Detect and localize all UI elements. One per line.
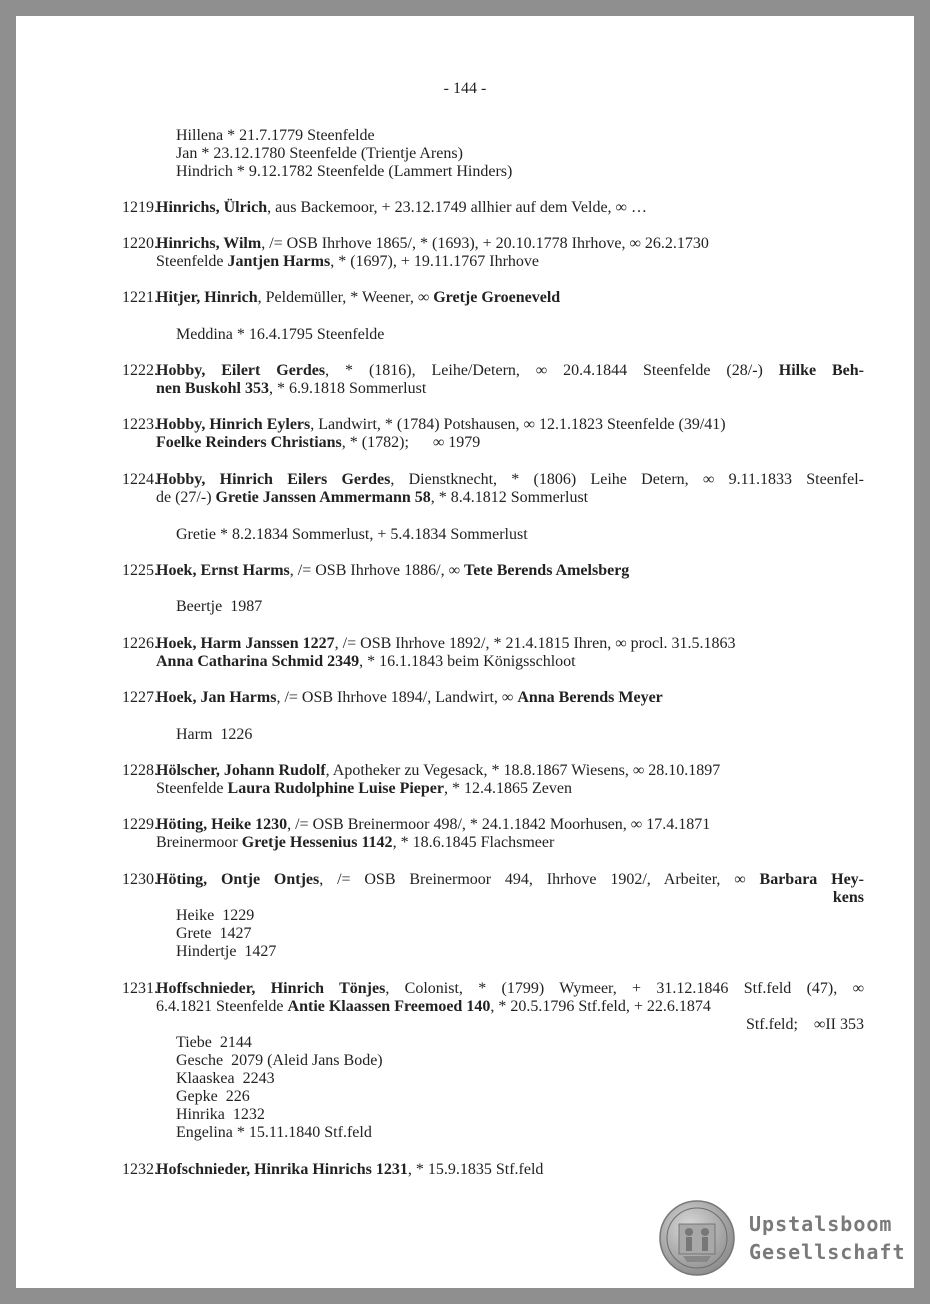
child-line: Engelina * 15.11.1840 Stf.feld (176, 1124, 372, 1141)
entry-number: 1229. (122, 816, 158, 833)
entry-text: , aus Backemoor, + 23.12.1749 allhier auf dem Velde, ∞ … (267, 199, 647, 216)
child-line: Gesche 2079 (Aleid Jans Bode) (176, 1052, 383, 1069)
entry-text: , Landwirt, * (1784) Potshausen, ∞ 12.1.1823 Steenfelde (39/41) (310, 416, 726, 433)
entry-number: 1231. (122, 980, 158, 997)
entry-text: 6.4.1821 Steenfelde (156, 998, 288, 1015)
child-line: Heike 1229 (176, 907, 255, 924)
entry-text: , Colonist, * (1799) Wymeer, + 31.12.1846 Stf.feld (47), ∞ (385, 980, 864, 997)
child-line: Tiebe 2144 (176, 1034, 252, 1051)
society-logo (659, 1200, 906, 1280)
spouse-name: Gretje Hessenius 1142 (241, 834, 393, 851)
entry-number: 1230. (122, 871, 158, 888)
spouse-name: Antie Klaassen Freemoed 140 (287, 998, 491, 1015)
child-line: Klaaskea 2243 (176, 1070, 275, 1087)
spouse-name: Gretje Groeneveld (433, 289, 561, 306)
entry-text: , /= OSB Ihrhove 1892/, * 21.4.1815 Ihren, ∞ procl. 31.5.1863 (334, 635, 736, 652)
entry-text: , * (1816), Leihe/Detern, ∞ 20.4.1844 Steenfelde (28/-) (325, 362, 779, 379)
entry-text: Stf.feld; ∞II 353 (745, 1016, 864, 1033)
spouse-name: kens (832, 889, 864, 906)
entry-text: , * 12.4.1865 Zeven (444, 780, 572, 797)
entry-text: , * (1697), + 19.11.1767 Ihrhove (330, 253, 540, 270)
entry-text: de (27/-) (156, 489, 216, 506)
entry-number: 1223. (122, 416, 158, 433)
person-name: Hinrichs, Wilm (156, 235, 262, 252)
entry-number: 1227. (122, 689, 158, 706)
spouse-name: Jantjen Harms (227, 253, 331, 270)
entry-number: 1219. (122, 199, 158, 216)
entry-text: , Dienstknecht, * (1806) Leihe Detern, ∞ 9.11.1833 Steenfel- (390, 471, 865, 488)
person-name: Hoek, Ernst Harms (156, 562, 290, 579)
child-line: Hillena * 21.7.1779 Steenfelde (176, 127, 375, 144)
seal-icon (659, 1200, 735, 1276)
spouse-name: Laura Rudolphine Luise Pieper (227, 780, 445, 797)
entry-number: 1226. (122, 635, 158, 652)
entry-text: Steenfelde (156, 253, 228, 270)
spouse-name: Barbara Hey- (759, 871, 865, 888)
entry-text: , Peldemüller, * Weener, ∞ (257, 289, 434, 306)
person-name: Hoek, Jan Harms (156, 689, 277, 706)
spouse-name: Foelke Reinders Christians (156, 434, 342, 451)
entry-text: , /= OSB Ihrhove 1894/, Landwirt, ∞ (276, 689, 518, 706)
entry-text: , * 16.1.1843 beim Königsschloot (359, 653, 576, 670)
person-name: Hobby, Eilert Gerdes (156, 362, 326, 379)
person-name: Hinrichs, Ülrich (156, 199, 268, 216)
child-line: Beertje 1987 (176, 598, 263, 615)
child-line: Hinrika 1232 (176, 1106, 265, 1123)
child-line: Jan * 23.12.1780 Steenfelde (Trientje Arens) (176, 145, 463, 162)
spouse-name: Gretie Janssen Ammermann 58 (215, 489, 431, 506)
logo-line-2: Gesellschaft (749, 1240, 906, 1264)
entry-text: , * 6.9.1818 Sommerlust (268, 380, 427, 397)
entry-text: , * 18.6.1845 Flachsmeer (392, 834, 555, 851)
entry-text: , * 15.9.1835 Stf.feld (407, 1161, 544, 1178)
logo-line-1: Upstalsboom (749, 1212, 893, 1236)
spouse-name: Hilke Beh- (778, 362, 865, 379)
spouse-name: nen Buskohl 353 (156, 380, 269, 397)
page-number: - 144 - (443, 80, 487, 97)
entry-text: , /= OSB Ihrhove 1865/, * (1693), + 20.10.1778 Ihrhove, ∞ 26.2.1730 (261, 235, 709, 252)
child-line: Gepke 226 (176, 1088, 250, 1105)
child-line: Hindrich * 9.12.1782 Steenfelde (Lammert Hinders) (176, 163, 513, 180)
spouse-name: Anna Berends Meyer (517, 689, 663, 706)
child-line: Meddina * 16.4.1795 Steenfelde (176, 326, 385, 343)
person-name: Hitjer, Hinrich (156, 289, 258, 306)
document-page (16, 16, 914, 1288)
person-name: Hofschnieder, Hinrika Hinrichs 1231 (156, 1161, 408, 1178)
entry-text: Steenfelde (156, 780, 228, 797)
child-line: Hindertje 1427 (176, 943, 277, 960)
entry-number: 1224. (122, 471, 158, 488)
entry-number: 1220. (122, 235, 158, 252)
spouse-name: Tete Berends Amelsberg (463, 562, 630, 579)
child-line: Grete 1427 (176, 925, 252, 942)
person-name: Hobby, Hinrich Eylers (156, 416, 311, 433)
spouse-name: Anna Catharina Schmid 2349 (156, 653, 360, 670)
child-line: Harm 1226 (176, 726, 253, 743)
entry-number: 1222. (122, 362, 158, 379)
entry-number: 1221. (122, 289, 158, 306)
person-name: Höting, Ontje Ontjes (156, 871, 320, 888)
person-name: Hoek, Harm Janssen 1227 (156, 635, 335, 652)
entry-text: , /= OSB Breinermoor 498/, * 24.1.1842 Moorhusen, ∞ 17.4.1871 (287, 816, 711, 833)
entry-text: , Apotheker zu Vegesack, * 18.8.1867 Wiesens, ∞ 28.10.1897 (325, 762, 721, 779)
person-name: Höting, Heike 1230 (156, 816, 288, 833)
entry-text: , /= OSB Breinermoor 494, Ihrhove 1902/, Arbeiter, ∞ (319, 871, 760, 888)
child-line: Gretie * 8.2.1834 Sommerlust, + 5.4.1834 Sommerlust (176, 526, 528, 543)
entry-text: , * 8.4.1812 Sommerlust (430, 489, 589, 506)
entry-text: , * 20.5.1796 Stf.feld, + 22.6.1874 (490, 998, 711, 1015)
entry-text: , /= OSB Ihrhove 1886/, ∞ (289, 562, 464, 579)
entry-number: 1228. (122, 762, 158, 779)
person-name: Hoffschnieder, Hinrich Tönjes (156, 980, 386, 997)
entry-text: Breinermoor (156, 834, 242, 851)
person-name: Hölscher, Johann Rudolf (156, 762, 326, 779)
entry-number: 1232. (122, 1161, 158, 1178)
entry-text: , * (1782); ∞ 1979 (341, 434, 481, 451)
person-name: Hobby, Hinrich Eilers Gerdes (156, 471, 391, 488)
entry-number: 1225. (122, 562, 158, 579)
